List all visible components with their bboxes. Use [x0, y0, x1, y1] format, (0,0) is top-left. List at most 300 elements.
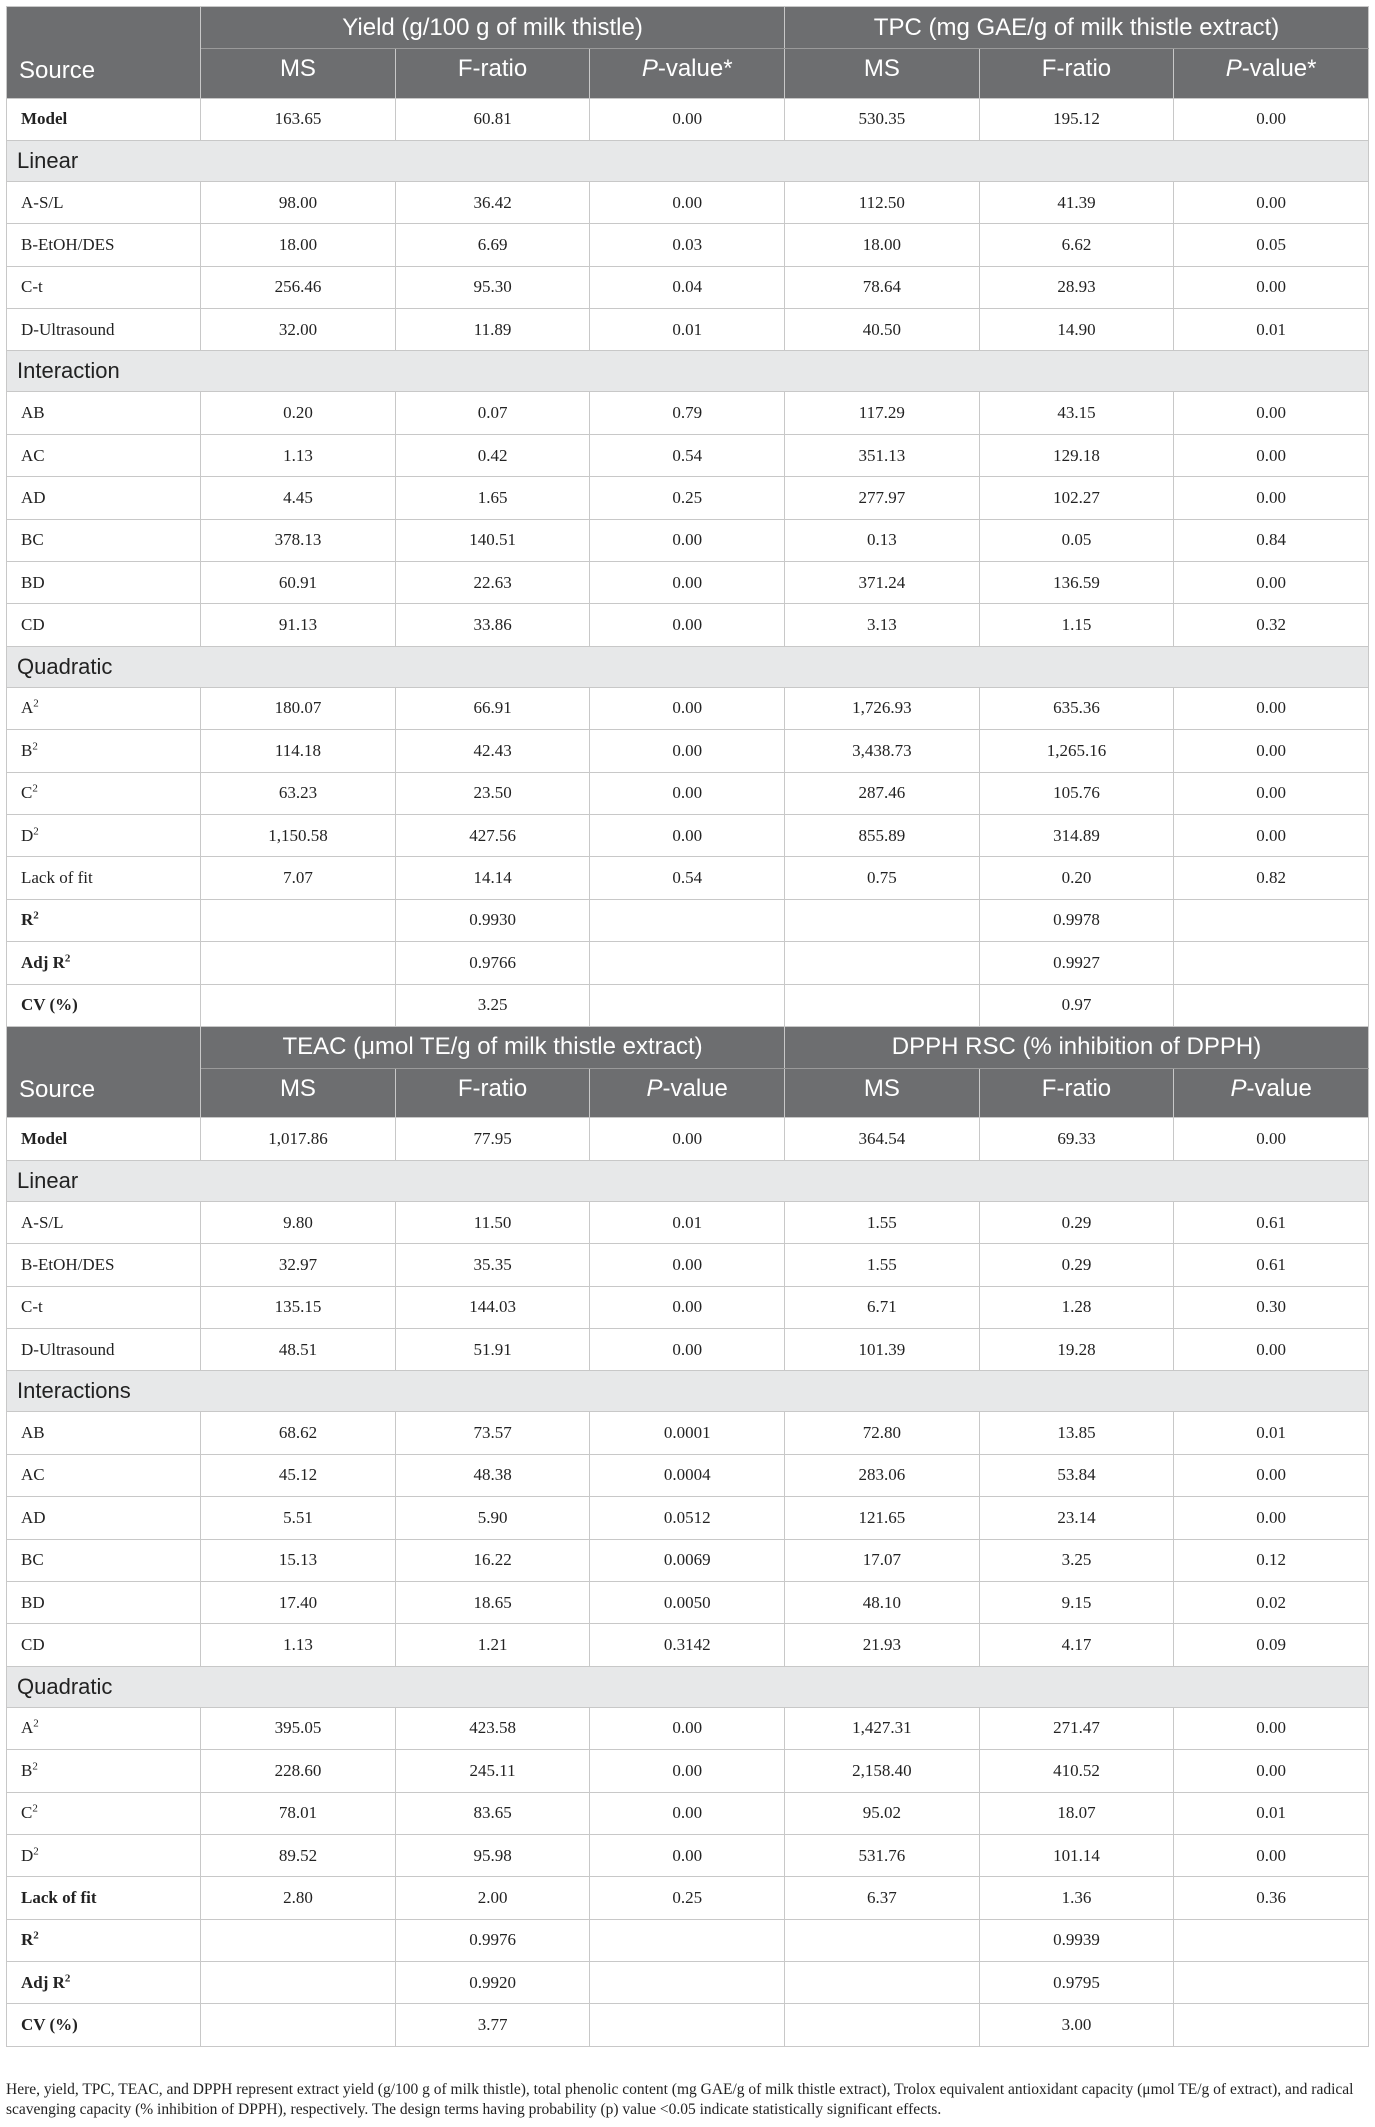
row-label: $D^2$: [7, 1834, 201, 1876]
row-label: BD: [7, 562, 201, 604]
table-cell: 6.62: [979, 224, 1174, 266]
column-header: F-ratio: [979, 1068, 1174, 1118]
table-cell: 135.15: [201, 1286, 396, 1328]
table-cell: 95.98: [395, 1834, 590, 1876]
table-cell: 0.07: [395, 392, 590, 434]
table-cell: 395.05: [201, 1707, 396, 1749]
table-cell: 3.77: [395, 2004, 590, 2046]
source-header-spacer: [7, 7, 201, 49]
table-cell: 0.00: [590, 1328, 785, 1370]
table-row: [7, 687, 1369, 729]
table-cell: 0.05: [979, 519, 1174, 561]
section-row: [7, 646, 1369, 687]
table-cell: 0.82: [1174, 857, 1369, 899]
table-cell: 36.42: [395, 181, 590, 223]
table-cell: 0.00: [1174, 772, 1369, 814]
column-header: MS: [785, 49, 980, 99]
table-cell: 0.00: [1174, 181, 1369, 223]
header-column-row: [7, 1068, 1369, 1118]
table-cell: 0.9976: [395, 1919, 590, 1961]
table-cell: 19.28: [979, 1328, 1174, 1370]
table-row: [7, 266, 1369, 308]
table-cell: 105.76: [979, 772, 1174, 814]
table-cell: 121.65: [785, 1497, 980, 1539]
table-cell: [590, 2004, 785, 2046]
table-cell: 33.86: [395, 604, 590, 646]
table-row: [7, 730, 1369, 772]
row-label: Adj $R^2$: [7, 1962, 201, 2004]
table-cell: 14.14: [395, 857, 590, 899]
table-cell: 0.00: [1174, 1328, 1369, 1370]
table-cell: 95.02: [785, 1792, 980, 1834]
table-cell: 0.00: [1174, 687, 1369, 729]
table-cell: 0.00: [1174, 434, 1369, 476]
table-cell: 1.21: [395, 1624, 590, 1666]
table-cell: 23.14: [979, 1497, 1174, 1539]
table-cell: 98.00: [201, 181, 396, 223]
table-row: [7, 899, 1369, 941]
table-cell: 3.13: [785, 604, 980, 646]
table-cell: 314.89: [979, 814, 1174, 856]
table-row: [7, 434, 1369, 476]
table-row: [7, 1497, 1369, 1539]
table-cell: 245.11: [395, 1750, 590, 1792]
table-cell: 0.3142: [590, 1624, 785, 1666]
table-row: [7, 1834, 1369, 1876]
source-header-spacer: [7, 1026, 201, 1068]
table-cell: 423.58: [395, 1707, 590, 1749]
table-cell: 13.85: [979, 1412, 1174, 1454]
table-cell: 102.27: [979, 477, 1174, 519]
row-label: CD: [7, 1624, 201, 1666]
table-row: [7, 1201, 1369, 1243]
table-cell: 43.15: [979, 392, 1174, 434]
table-cell: 0.12: [1174, 1539, 1369, 1581]
table-cell: 9.15: [979, 1581, 1174, 1623]
table-cell: 4.17: [979, 1624, 1174, 1666]
table-cell: 0.00: [590, 1286, 785, 1328]
row-label: Adj $R^2$: [7, 942, 201, 984]
row-label: AC: [7, 434, 201, 476]
source-header: Source: [7, 49, 201, 99]
table-cell: 4.45: [201, 477, 396, 519]
table-cell: 41.39: [979, 181, 1174, 223]
table-row: [7, 1624, 1369, 1666]
table-cell: 72.80: [785, 1412, 980, 1454]
table-row: [7, 98, 1369, 140]
table-cell: 0.30: [1174, 1286, 1369, 1328]
table-row: [7, 942, 1369, 984]
section-label: Interaction: [7, 351, 1369, 392]
table-cell: 23.50: [395, 772, 590, 814]
table-cell: 15.13: [201, 1539, 396, 1581]
table-cell: [785, 1962, 980, 2004]
table-row: [7, 604, 1369, 646]
row-label: $C^2$: [7, 1792, 201, 1834]
table-row: [7, 1539, 1369, 1581]
table-cell: 3,438.73: [785, 730, 980, 772]
table-cell: 0.54: [590, 434, 785, 476]
table-cell: 0.00: [1174, 1118, 1369, 1160]
table-cell: 35.35: [395, 1244, 590, 1286]
table-cell: 0.29: [979, 1244, 1174, 1286]
table-cell: 78.01: [201, 1792, 396, 1834]
section-row: [7, 351, 1369, 392]
table-cell: 1.13: [201, 434, 396, 476]
table-cell: 0.00: [590, 1834, 785, 1876]
table-cell: [201, 899, 396, 941]
table-cell: 0.13: [785, 519, 980, 561]
table-cell: 68.62: [201, 1412, 396, 1454]
table-cell: 1,150.58: [201, 814, 396, 856]
table-cell: 1.15: [979, 604, 1174, 646]
table-row: [7, 1118, 1369, 1160]
table-cell: 0.9766: [395, 942, 590, 984]
row-label: AB: [7, 1412, 201, 1454]
header-group-row: [7, 7, 1369, 49]
table-row: [7, 1877, 1369, 1919]
table-cell: 0.01: [590, 309, 785, 351]
table-row: [7, 392, 1369, 434]
row-label: $A^2$: [7, 687, 201, 729]
table-cell: [590, 899, 785, 941]
table-cell: 3.25: [979, 1539, 1174, 1581]
section-label: Quadratic: [7, 1666, 1369, 1707]
table-cell: 1.65: [395, 477, 590, 519]
table-cell: [590, 984, 785, 1026]
table-cell: 0.61: [1174, 1201, 1369, 1243]
table-cell: 60.81: [395, 98, 590, 140]
table-row: [7, 1962, 1369, 2004]
table-cell: [785, 2004, 980, 2046]
row-label: BD: [7, 1581, 201, 1623]
table-cell: 0.00: [590, 1118, 785, 1160]
table-cell: 77.95: [395, 1118, 590, 1160]
table-cell: [785, 984, 980, 1026]
table-cell: 144.03: [395, 1286, 590, 1328]
table-cell: 0.09: [1174, 1624, 1369, 1666]
row-label: $B^2$: [7, 1750, 201, 1792]
row-label: CV (%): [7, 2004, 201, 2046]
table-cell: [1174, 1962, 1369, 2004]
table-cell: 51.91: [395, 1328, 590, 1370]
table-cell: 0.9939: [979, 1919, 1174, 1961]
row-label: AD: [7, 477, 201, 519]
table-cell: 0.00: [1174, 266, 1369, 308]
table-cell: 3.25: [395, 984, 590, 1026]
table-cell: 17.07: [785, 1539, 980, 1581]
table-cell: 0.32: [1174, 604, 1369, 646]
row-label: Model: [7, 98, 201, 140]
table-row: [7, 857, 1369, 899]
table-cell: 0.9930: [395, 899, 590, 941]
table-cell: 0.0069: [590, 1539, 785, 1581]
table-cell: 0.0004: [590, 1454, 785, 1496]
table-cell: 855.89: [785, 814, 980, 856]
table-cell: 63.23: [201, 772, 396, 814]
table-row: [7, 181, 1369, 223]
row-label: BC: [7, 519, 201, 561]
table-cell: [785, 1919, 980, 1961]
table-cell: 530.35: [785, 98, 980, 140]
row-label: A-S/L: [7, 1201, 201, 1243]
table-row: [7, 1707, 1369, 1749]
row-label: D-Ultrasound: [7, 309, 201, 351]
table-cell: 0.00: [590, 604, 785, 646]
table-cell: 163.65: [201, 98, 396, 140]
table-cell: [201, 984, 396, 1026]
table-cell: 136.59: [979, 562, 1174, 604]
anova-table: [6, 6, 1369, 2047]
row-label: D-Ultrasound: [7, 1328, 201, 1370]
table-cell: [1174, 942, 1369, 984]
section-row: [7, 1160, 1369, 1201]
table-cell: 0.00: [1174, 814, 1369, 856]
table-cell: 1,017.86: [201, 1118, 396, 1160]
table-cell: 0.00: [590, 519, 785, 561]
table-cell: 531.76: [785, 1834, 980, 1876]
table-cell: 1.36: [979, 1877, 1174, 1919]
column-header: P-value*: [1174, 49, 1369, 99]
table-cell: 21.93: [785, 1624, 980, 1666]
table-row: [7, 2004, 1369, 2046]
table-cell: 6.69: [395, 224, 590, 266]
table-cell: 0.97: [979, 984, 1174, 1026]
table-cell: 0.00: [590, 772, 785, 814]
row-label: $A^2$: [7, 1707, 201, 1749]
table-cell: 7.07: [201, 857, 396, 899]
table-cell: 0.01: [1174, 1412, 1369, 1454]
table-cell: [590, 1919, 785, 1961]
table-row: [7, 1454, 1369, 1496]
table-cell: 0.9927: [979, 942, 1174, 984]
table-cell: 256.46: [201, 266, 396, 308]
table-cell: 0.36: [1174, 1877, 1369, 1919]
table-cell: 18.65: [395, 1581, 590, 1623]
table-cell: 0.79: [590, 392, 785, 434]
table-cell: 14.90: [979, 309, 1174, 351]
table-row: [7, 1581, 1369, 1623]
table-cell: [201, 2004, 396, 2046]
row-label: Lack of fit: [7, 857, 201, 899]
table-cell: 0.29: [979, 1201, 1174, 1243]
table-cell: 0.00: [1174, 1707, 1369, 1749]
row-label: $B^2$: [7, 730, 201, 772]
table-cell: 2.80: [201, 1877, 396, 1919]
table-cell: 89.52: [201, 1834, 396, 1876]
row-label: CV (%): [7, 984, 201, 1026]
table-cell: 277.97: [785, 477, 980, 519]
table-cell: 0.00: [590, 98, 785, 140]
table-cell: 1.55: [785, 1201, 980, 1243]
table-row: [7, 814, 1369, 856]
table-cell: [1174, 2004, 1369, 2046]
table-cell: 18.00: [201, 224, 396, 266]
table-cell: 40.50: [785, 309, 980, 351]
table-cell: 69.33: [979, 1118, 1174, 1160]
table-cell: 228.60: [201, 1750, 396, 1792]
table-row: [7, 1328, 1369, 1370]
table-cell: 11.50: [395, 1201, 590, 1243]
table-cell: 1.28: [979, 1286, 1174, 1328]
table-row: [7, 1792, 1369, 1834]
section-label: Linear: [7, 140, 1369, 181]
table-cell: 101.14: [979, 1834, 1174, 1876]
row-label: $R^2$: [7, 1919, 201, 1961]
table-cell: 1,427.31: [785, 1707, 980, 1749]
table-cell: 0.00: [590, 687, 785, 729]
column-header: MS: [201, 49, 396, 99]
table-cell: 17.40: [201, 1581, 396, 1623]
table-cell: [1174, 899, 1369, 941]
table-cell: 0.00: [590, 814, 785, 856]
table-cell: 195.12: [979, 98, 1174, 140]
table-row: [7, 477, 1369, 519]
table-cell: 0.00: [590, 1750, 785, 1792]
table-cell: 0.00: [1174, 98, 1369, 140]
table-row: [7, 1750, 1369, 1792]
table-cell: [785, 942, 980, 984]
table-cell: 112.50: [785, 181, 980, 223]
table-cell: 0.02: [1174, 1581, 1369, 1623]
table-cell: 0.0001: [590, 1412, 785, 1454]
table-cell: 0.00: [1174, 477, 1369, 519]
table-row: [7, 1412, 1369, 1454]
table-cell: 101.39: [785, 1328, 980, 1370]
table-cell: 271.47: [979, 1707, 1174, 1749]
table-row: [7, 1919, 1369, 1961]
table-cell: 66.91: [395, 687, 590, 729]
table-cell: 129.18: [979, 434, 1174, 476]
table-row: [7, 309, 1369, 351]
table-row: [7, 984, 1369, 1026]
row-label: C-t: [7, 1286, 201, 1328]
table-cell: 1,265.16: [979, 730, 1174, 772]
table-cell: 0.03: [590, 224, 785, 266]
table-cell: [201, 942, 396, 984]
table-cell: 1.13: [201, 1624, 396, 1666]
table-cell: 351.13: [785, 434, 980, 476]
group-header: DPPH RSC (% inhibition of DPPH): [785, 1026, 1369, 1068]
column-header: P-value: [590, 1068, 785, 1118]
row-label: AB: [7, 392, 201, 434]
table-cell: 2,158.40: [785, 1750, 980, 1792]
table-cell: 0.20: [201, 392, 396, 434]
table-cell: [590, 1962, 785, 2004]
table-row: [7, 772, 1369, 814]
table-cell: 0.25: [590, 477, 785, 519]
table-cell: 22.63: [395, 562, 590, 604]
row-label: CD: [7, 604, 201, 646]
table-cell: 0.00: [1174, 1454, 1369, 1496]
table-cell: 1.55: [785, 1244, 980, 1286]
section-row: [7, 1371, 1369, 1412]
table-cell: 28.93: [979, 266, 1174, 308]
table-cell: 0.9978: [979, 899, 1174, 941]
table-footnote: Here, yield, TPC, TEAC, and DPPH represent extract yield (g/100 g of milk thistle), total phenolic content (mg GAE/g of milk thistle extract), Trolox equivalent antioxidant capacity (μmol TE/g of extract), and radical scavenging capacity (% inhibition of DPPH), respectively. The design terms having probability (p) value <0.05 indicate statistically significant effects.: [6, 2081, 1354, 2118]
table-cell: [1174, 1919, 1369, 1961]
table-cell: 0.00: [1174, 1834, 1369, 1876]
anova-table-body: [7, 7, 1369, 2047]
table-cell: 180.07: [201, 687, 396, 729]
table-cell: 95.30: [395, 266, 590, 308]
table-row: [7, 562, 1369, 604]
table-cell: 32.97: [201, 1244, 396, 1286]
section-label: Interactions: [7, 1371, 1369, 1412]
table-cell: 0.04: [590, 266, 785, 308]
column-header: MS: [201, 1068, 396, 1118]
table-cell: 11.89: [395, 309, 590, 351]
table-cell: 0.42: [395, 434, 590, 476]
table-cell: 0.00: [1174, 392, 1369, 434]
table-cell: 0.00: [590, 181, 785, 223]
table-cell: 0.05: [1174, 224, 1369, 266]
table-cell: 0.20: [979, 857, 1174, 899]
header-group-row: [7, 1026, 1369, 1068]
row-label: BC: [7, 1539, 201, 1581]
table-cell: 0.00: [590, 1792, 785, 1834]
table-cell: 0.9795: [979, 1962, 1174, 2004]
table-cell: [785, 899, 980, 941]
table-cell: 117.29: [785, 392, 980, 434]
row-label: $D^2$: [7, 814, 201, 856]
row-label: $C^2$: [7, 772, 201, 814]
table-cell: 48.51: [201, 1328, 396, 1370]
table-cell: 78.64: [785, 266, 980, 308]
table-row: [7, 1244, 1369, 1286]
table-cell: 427.56: [395, 814, 590, 856]
group-header: Yield (g/100 g of milk thistle): [201, 7, 785, 49]
row-label: $R^2$: [7, 899, 201, 941]
column-header: P-value: [1174, 1068, 1369, 1118]
table-cell: [1174, 984, 1369, 1026]
table-row: [7, 224, 1369, 266]
row-label: B-EtOH/DES: [7, 224, 201, 266]
row-label: AC: [7, 1454, 201, 1496]
table-row: [7, 1286, 1369, 1328]
section-label: Quadratic: [7, 646, 1369, 687]
table-cell: 42.43: [395, 730, 590, 772]
row-label: A-S/L: [7, 181, 201, 223]
table-cell: 3.00: [979, 2004, 1174, 2046]
row-label: AD: [7, 1497, 201, 1539]
table-cell: 6.71: [785, 1286, 980, 1328]
table-cell: 16.22: [395, 1539, 590, 1581]
column-header: MS: [785, 1068, 980, 1118]
header-column-row: [7, 49, 1369, 99]
row-label: C-t: [7, 266, 201, 308]
table-cell: 371.24: [785, 562, 980, 604]
table-cell: 5.51: [201, 1497, 396, 1539]
table-cell: 364.54: [785, 1118, 980, 1160]
table-cell: 378.13: [201, 519, 396, 561]
table-cell: 0.00: [1174, 730, 1369, 772]
table-cell: 0.01: [590, 1201, 785, 1243]
table-cell: 48.10: [785, 1581, 980, 1623]
table-cell: 2.00: [395, 1877, 590, 1919]
table-cell: 45.12: [201, 1454, 396, 1496]
column-header: P-value*: [590, 49, 785, 99]
table-cell: 0.61: [1174, 1244, 1369, 1286]
table-cell: 1,726.93: [785, 687, 980, 729]
table-cell: 32.00: [201, 309, 396, 351]
row-label: B-EtOH/DES: [7, 1244, 201, 1286]
table-cell: 0.00: [590, 562, 785, 604]
table-cell: 0.00: [590, 1707, 785, 1749]
table-cell: 0.00: [1174, 1497, 1369, 1539]
table-cell: 91.13: [201, 604, 396, 646]
table-cell: 0.25: [590, 1877, 785, 1919]
